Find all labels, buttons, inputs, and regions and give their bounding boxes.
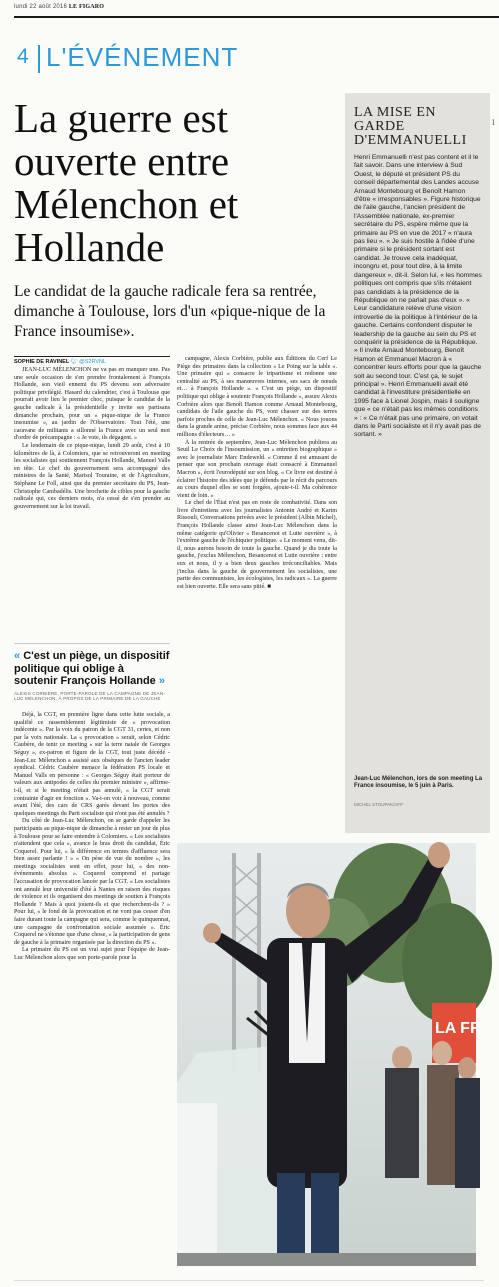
banner-text: LA FR: [435, 1020, 482, 1037]
photo-credit: MICHEL STOUPAK/AFP: [354, 802, 404, 807]
article-column-2: [177, 356, 337, 591]
byline-author: SOPHIE DE RAVINEL: [14, 359, 70, 365]
twitter-icon: 🐦︎: [70, 359, 78, 365]
pull-quote: [14, 643, 170, 702]
masthead-date: lundi 22 août 2016: [14, 4, 67, 10]
photo: [177, 843, 482, 1266]
paragraph: Déjà, la CGT, en première ligne dans cette lutte sociale, a qualifié ce rassemblement légitimiste de « provocation indécente ». Par la voix du patron de la CGT 31, certes, et non par la voix nationale. La « provocation » serait, selon Cédric Caubère, de tenir ce meeting « sur la terre natale de Georges Séguy », ex-patron et figure de la CGT, tout juste décédé - Jean-Luc Mélenchon a assisté aux obsèques de l'ancien leader syndical. Cédric Caubère menace la fédération PS locale et Manuel Valls en personne : « Georges Séguy était porteur de valeurs aux antipodes de celles du premier ministre », affirme-t-il, et si le meeting n'était pas annulé, « la CGT serait contrainte d'agir en fonction ». Va-t-on voir à nouveau, comme avant l'été, des cars de CRS garés devant les portes des quelques meetings du Parti socialiste qui n'ont pas été annulés ?: [14, 712, 170, 817]
paragraph: JEAN-LUC MÉLENCHON ne va pas en manquer une. Pas une seule occasion de s'en prendre frontalement à François Hollande, son vieil ennemi du PS devenu son adversaire politique privilégié. Hasard du calendrier, c'est à Toulouse que pourrait avoir lieu le premier choc, puisque le candidat de la gauche radicale à la présidentielle y invite ses partisans dimanche prochain, pour un « pique-nique de la France insoumise », au jardin de l'Observatoire. Tout l'été, une caravane de militants a sillonné la France avec un seul mot d'ordre de précampagne : « Je vote, ils dégagent. »: [14, 367, 170, 442]
byline-twitter: @S2RVNL: [79, 359, 107, 365]
masthead: [14, 4, 104, 10]
bottom-rule: [14, 1280, 484, 1281]
side-mark: I: [492, 118, 495, 127]
paragraph: À la rentrée de septembre, Jean-Luc Mélenchon publiera au Seuil Le Choix de l'insoumission, un « entretien biographique » avec le journaliste Marc Endeweld. « Comme il est amusant de penser que son prochain ouvrage était consacré à Emmanuel Macron », écrit l'eurodéputé sur son blog. « Ce livre est destiné à éclairer l'histoire des idées que je défends par le récit du parcours au cours duquel elles se sont forgées, ajoute-t-il. Ma cohérence vient de loin. »: [177, 439, 337, 499]
quote-open-mark: «: [14, 650, 21, 662]
quote-close-mark: »: [158, 675, 165, 687]
section-divider: [38, 45, 40, 73]
pull-quote-text: C'est un piège, un dispositif politique qui oblige à soutenir François Hollande: [14, 650, 170, 687]
paragraph: Le lendemain de ce pique-nique, lundi 29 août, c'est à 10 kilomètres de là, à Colomiers, que se retrouveront en meeting les socialistes qui soutiennent François Hollande, Manuel Valls en tête. Le chef du gouvernement sera accompagné des ministres de la Santé, Marisol Touraine, et de l'Agriculture, Stéphane Le Foll, ainsi que du premier secrétaire du PS, Jean-Christophe Cambadélis. Une brochette de cibles pour la gauche radicale qui, ces derniers mois, n'a cessé de s'en prendre au gouvernement sur la loi travail.: [14, 442, 170, 510]
pull-quote-attribution: ALEXIS CORBIÈRE, PORTE-PAROLE DE LA CAMPAGNE DE JEAN-LUC MÉLENCHON, À PROPOS DE LA PRIMAIRE DE LA GAUCHE: [14, 690, 165, 701]
top-rule: [14, 16, 499, 18]
paragraph: Du côté de Jean-Luc Mélenchon, on se garde d'appeler les participants au pique-nique de dimanche à rester un jour de plus à Toulouse pour se faire entendre à Colomiers. « Les socialistes n'attendent que cela », avance le bras droit du candidat, Éric Coquerel. Pour lui, « la différence en termes d'affluence sera bien assez parlante ! » « On pèse de vue du nombre », les meetings socialistes sont en effet, pour lui, « des non-événements absolus ». Coquerel comprend et partage l'accusation de provocation lancée par la CGT. « Les socialistes ont annulé leur université d'été à Nantes en raison des risques de violence et ils organisent des meetings de soutien à François Hollande ? Mais à quoi jouent-ils et que recherchent-ils ? » Pour lui, « le fond de la provocation et ne vont pas cesser d'en faire durant toute la campagne qui sera, comme le quinquennat, une campagne de confrontation sociale assumée ». Éric Coquerel ne s'étonne que d'une chose, « la participation de gens de gauche à la primaire organisée par la direction du PS ».: [14, 818, 171, 946]
section-title: L'ÉVÉNEMENT: [46, 42, 239, 72]
article-column-1: [14, 367, 170, 511]
photo-caption: Jean-Luc Mélenchon, lors de son meeting La France insoumise, le 5 juin à Paris.: [354, 776, 483, 789]
page-number: 4: [17, 45, 29, 68]
byline: [14, 356, 170, 365]
sidebar-text: Henri Emmanuelli n'est pas content et il le fait savoir. Dans une interview à Sud Ouest, le député et président PS du conseil départemental des Landes accuse Arnaud Montebourg et Benoît Hamon d'être « irresponsables ». Figure historique de l'aile gauche, l'ancien président de l'Assemblée nationale, ex-premier secrétaire du PS, espère même que la primaire au PS en vue de 2017 « n'aura pas lieu ». « Je suis hostile à l'idée d'une primaire si le président sortant est candidat. Je trouve cela inadéquat, incongru et, pour tout dire, à la limite dangereux », dit-il. Selon lui, « les hommes politiques ont compris que s'ils n'étaient pas candidats à la présidence de la République on ne parlait pas d'eux ». « Leur candidature relève d'une vision introvertie de la politique à l'intérieur de la gauche. Certains confondent disputer le leadership de la gauche au sein du PS et conquérir la présidence de la République. » Il invite Arnaud Montebourg, Benoît Hamon et Emmanuel Macron à « concentrer leurs efforts pour que la gauche soit au second tour. C'est ça, le sujet principal ». Henri Emmanuelli avait été candidat à l'investiture présidentielle en 1995 face à Lionel Jospin, mais il souligne que « ce n'était pas les mêmes conditions » : « Ce n'était pas une primaire, on votait dans le Parti socialiste et il n'y avait pas de sortant. »: [354, 154, 482, 439]
deck: Le candidat de la gauche radicale fera sa rentrée, dimanche à Toulouse, lors d'un «pique-nique de la France insoumise».: [14, 283, 326, 340]
paragraph: campagne, Alexis Corbière, publie aux Éditions du Cerf Le Piège des primaires dans la collection « Le Poing sur la table ». Une primaire qui « consacre le tripartisme et redonne une centralité au PS, à ses manœuvres internes, ses sacs de nœuds et… à François Hollande ». « C'est un piège, un dispositif politique qui oblige à soutenir François Hollande », assure Alexis Corbière alors que Benoît Hamon comme Arnaud Montebourg, candidats de l'aile gauche du PS, vont chasser sur des terres parfois proches de celle de Jean-Luc Mélenchon. « Nous jouons dans la grande arène, précise Corbière, nous sommes face aux 44 millions d'électeurs… »: [177, 356, 337, 438]
masthead-paper: LE FIGARO: [68, 4, 105, 10]
sidebar: [345, 93, 490, 833]
photo-illustration: [177, 843, 482, 1266]
paragraph: Le chef de l'État n'est pas en reste de combativité. Dans son livre d'entretiens avec les journalistes Antonin André et Karim Rissouli, Conversations privées avec le président (Albin Michel), François Hollande classe ainsi Jean-Luc Mélenchon dans la même catégorie qu'Olivier « Besancenot et Lutte ouvrière », à l'extrême gauche de l'échiquier politique. « Le moment venu, dit-il, nous aurons besoin de toute la gauche. Quand je dis toute la gauche, j'exclus Mélenchon, Besancenot et Lutte ouvrière : entre eux et nous, il y a bien deux gauches irréconciliables. Mais j'inclus dans la gauche de gouvernement les socialistes, une partie des communistes, les écologistes, les radicaux ». La guerre est bien ouverte. Elle sera sans pitié. ■: [177, 500, 337, 590]
headline: La guerre est ouverte entre Mélenchon et Hollande: [14, 95, 239, 270]
article-column-1-continued: [14, 712, 170, 963]
paragraph: La primaire du PS est un vrai sujet pour l'équipe de Jean-Luc Mélenchon alors que son porte-parole pour la: [14, 947, 170, 961]
sidebar-title: LA MISE EN GARDE D'EMMANUELLI: [354, 105, 467, 148]
